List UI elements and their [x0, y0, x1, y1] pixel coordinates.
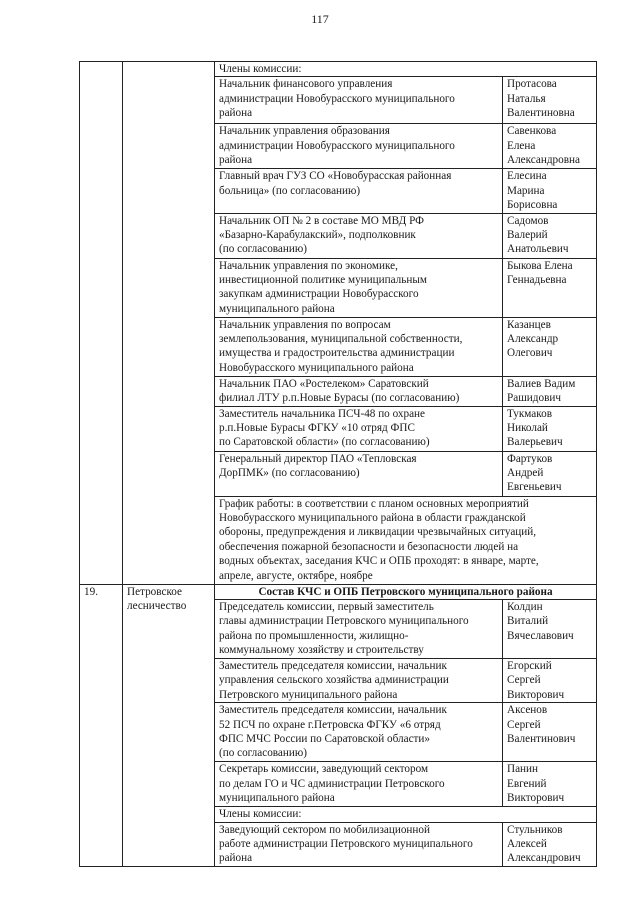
position-cell: Главный врач ГУЗ СО «Новобурасская районная больница» (по согласованию)	[215, 169, 503, 213]
person-cell: Протасова Наталья Валентиновна	[503, 77, 597, 124]
position-cell: Председатель комиссии, первый заместитель главы администрации Петровского муниципального района по промышленности, жилищно- коммунальному хозяйству и строительству	[215, 600, 503, 659]
position-cell: Начальник управления образования администрации Новобурасского муниципального района	[215, 124, 503, 169]
position-cell: Начальник управления по экономике, инвестиционной политике муниципальным закупкам администрации Новобурасского муниципального района	[215, 258, 503, 317]
commission-table	[79, 61, 597, 867]
person-cell: Савенкова Елена Александровна	[503, 124, 597, 169]
position-cell: Генеральный директор ПАО «Тепловская ДорПМК» (по согласованию)	[215, 451, 503, 496]
person-cell: Елесина Марина Борисовна	[503, 169, 597, 213]
forestry-name: Петровское лесничество	[123, 584, 215, 866]
number-cell-empty	[80, 62, 123, 585]
person-cell: Казанцев Александр Олегович	[503, 317, 597, 376]
person-cell: Аксенов Сергей Валентинович	[503, 703, 597, 762]
position-cell: Начальник управления по вопросам землепользования, муниципальной собственности, имущества и градостроительства администрации Новобурасского муниципального района	[215, 317, 503, 376]
members-label: Члены комиссии:	[215, 62, 597, 77]
position-cell: Начальник финансового управления администрации Новобурасского муниципального района	[215, 77, 503, 124]
person-cell: Садомов Валерий Анатольевич	[503, 213, 597, 258]
person-cell: Стульников Алексей Александрович	[503, 822, 597, 866]
person-cell: Фартуков Андрей Евгеньевич	[503, 451, 597, 496]
table-row	[80, 584, 597, 599]
section-title: Состав КЧС и ОПБ Петровского муниципального района	[215, 584, 597, 599]
person-cell: Панин Евгений Викторович	[503, 762, 597, 807]
position-cell: Заведующий сектором по мобилизационной работе администрации Петровского муниципального района	[215, 822, 503, 866]
position-cell: Заместитель начальника ПСЧ-48 по охране р.п.Новые Бурасы ФГКУ «10 отряд ФПС по Саратовской области» (по согласованию)	[215, 406, 503, 451]
position-cell: Начальник ПАО «Ростелеком» Саратовский филиал ЛТУ р.п.Новые Бурасы (по согласованию)	[215, 376, 503, 406]
person-cell: Тукмаков Николай Валерьевич	[503, 406, 597, 451]
person-cell: Валиев Вадим Рашидович	[503, 376, 597, 406]
position-cell: Заместитель председателя комиссии, начальник 52 ПСЧ по охране г.Петровска ФГКУ «6 отряд ФПС МЧС России по Саратовской области» (по согласованию)	[215, 703, 503, 762]
item-number: 19.	[80, 584, 123, 866]
members-label: Члены комиссии:	[215, 807, 597, 822]
position-cell: Начальник ОП № 2 в составе МО МВД РФ «Базарно-Карабулакский», подполковник (по согласованию)	[215, 213, 503, 258]
person-cell: Быкова Елена Геннадьевна	[503, 258, 597, 317]
position-cell: Секретарь комиссии, заведующий сектором по делам ГО и ЧС администрации Петровского муниципального района	[215, 762, 503, 807]
schedule-text: График работы: в соответствии с планом основных мероприятий Новобурасского муниципального района в области гражданской обороны, предупреждения и ликвидации чрезвычайных ситуаций, обеспечения пожарной безопасности и безопасности людей на водных объектах, заседания КЧС и ОПБ проходят: в январе, марте, апреле, августе, октябре, ноябре	[215, 496, 597, 584]
person-cell: Колдин Виталий Вячеславович	[503, 600, 597, 659]
page-number: 117	[311, 12, 329, 26]
person-cell: Егорский Сергей Викторович	[503, 659, 597, 703]
position-cell: Заместитель председателя комиссии, начальник управления сельского хозяйства администрации Петровского муниципального района	[215, 659, 503, 703]
table-row	[80, 62, 597, 77]
name-cell-empty	[123, 62, 215, 585]
